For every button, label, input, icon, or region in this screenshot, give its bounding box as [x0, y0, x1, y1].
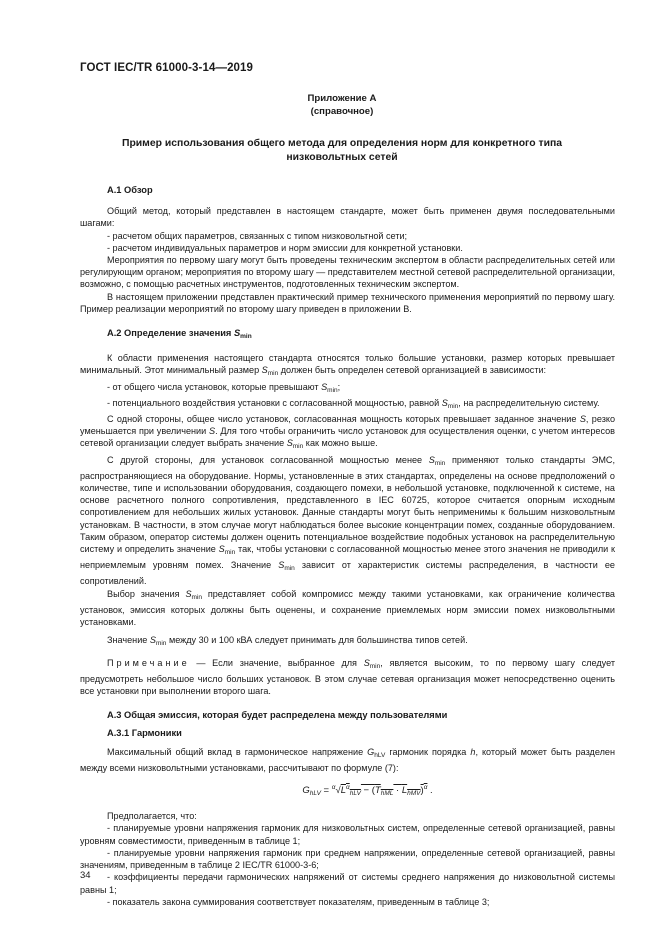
section-a31-heading: А.3.1 Гармоники [107, 728, 182, 739]
a3-list-item-1: - планируемые уровни напряжения гармоник для низковольтных систем, определенные сетевой организацией, равны уровням совместимости, приведенным в таблице 1; [80, 823, 615, 846]
appendix-type: (справочное) [310, 106, 374, 117]
a2-paragraph-4: Выбор значения $S_{min}$ представляет собой компромисс между такими установками, как ограничение количества установок, эмиссия которых должны быть оценены, и сохранение приемлемых норм эмиссии помех низковольтными установками. [80, 588, 615, 628]
a3-assume: Предполагается, что: [107, 811, 197, 822]
appendix-title-line1: Пример использования общего метода для определения норм для конкретного типа [121, 138, 563, 149]
section-a2-heading: А.2 Определение значения $S_{min}$ [107, 328, 252, 341]
a3-list-item-2: - планируемые уровни напряжения гармоник при среднем напряжении, определенные сетевой организацией, равны значениям, приведенным в таблице 2 IEC/TR 61000-3-6; [80, 847, 615, 871]
body-text [80, 184, 615, 908]
a2-list-item-1: - от общего числа установок, которые превышают $S_{min}$; [107, 381, 341, 394]
a2-note: Примечание — Если значение, выбранное для $S_{min}$, является высоким, то по первому шагу следует предусмотреть небольшое число больших установок. В этом случае сетевая организация может непосредственно оценить все установки при выполнении второго шага. [80, 657, 615, 696]
note-label: Примечание [107, 657, 190, 668]
page-number: 34 [80, 870, 91, 881]
a1-paragraph-2: Мероприятия по первому шагу могут быть проведены техническим экспертом в области распределительных сетей или регулирующим органом; мероприятия по второму шагу — представителем местной сетевой распределительной организации, возможно, с помощью расчетных инструментов, подготовленных техническим экспертом. [80, 255, 615, 290]
appendix-title-line2: низковольтных сетей [286, 152, 398, 163]
a1-paragraph-1: Общий метод, который представлен в настоящем стандарте, может быть применен двумя последовательными шагами: [80, 206, 615, 229]
a3-list-item-3: - коэффициенты передачи гармонических напряжений от системы среднего напряжения до низковольтной системы равны 1; [80, 872, 615, 895]
a1-paragraph-3: В настоящем приложении представлен практический пример технического применения мероприятий по первому шагу. Пример реализации мероприятий по второму шагу приведен в приложении В. [80, 291, 615, 314]
section-a1-heading: А.1 Обзор [107, 185, 153, 195]
a2-paragraph-1: К области применения настоящего стандарта относятся только большие установки, размер которых превышает минимальный. Этот минимальный размер $S_{min}$ должен быть определен сетевой организацией в зависимости: [80, 353, 615, 378]
a2-paragraph-2: С одной стороны, общее число установок, согласованная мощность которых превышает заданное значение S, резко уменьшается при увеличении S. Для того чтобы ограничить число установок для осуществления оценки, с учетом интересов сетевой организации следует выбрать значение $S_{min}$ как можно выше. [80, 414, 615, 451]
a1-list-item-2: - расчетом индивидуальных параметров и норм эмиссии для конкретной установки. [107, 242, 463, 253]
a2-paragraph-5: Значение $S_{min}$ между 30 и 100 кВА следует принимать для большинства типов сетей. [107, 635, 468, 648]
appendix-label: Приложение А [307, 93, 377, 104]
a2-list-item-2: - потенциального воздействия установки с согласованной мощностью, равной $S_{min}$, на распределительную систему. [107, 397, 600, 410]
section-a3-heading: А.3 Общая эмиссия, которая будет распределена между пользователями [107, 710, 448, 721]
appendix-title [80, 137, 604, 165]
a3-paragraph-1: Максимальный общий вклад в гармоническое напряжение $G_{hLV}$ гармоник порядка h, который может быть разделен между всеми низковольтными установками, рассчитывают по формуле (7): [80, 746, 616, 773]
standard-header: ГОСТ IEC/TR 61000-3-14—2019 [80, 62, 254, 74]
a2-paragraph-3: С другой стороны, для установок согласованной мощностью менее $S_{min}$ применяют только стандарты ЭМС, распространяющиеся на оборудование. Нормы, установленные в этих стандартах, определены на основе предположений о количестве, типе и использовании оборудования, создающего помехи, в небольшой установке, подключенной к системе, на основе расчетного полного сопротивления, представленного в IEC 60725, которое считается опорным исходным сопротивлением для небольших жилых установок. Данные стандарты могут быть неприменимы к большим низковольтным установкам. В частности, в этом случае могут наблюдаться более высокие концентрации помех, созданные оборудованием. Таким образом, оператор системы должен оценить потенциальное воздействие подобных установок на распределительную систему и определить значение $S_{min}$ так, чтобы установки с согласованной мощностью менее этого значения не приводили к неприемлемым уровням помех. Значение $S_{min}$ зависит от характеристик системы распределения, в частности ее сопротивлений. [80, 454, 615, 587]
formula-7: $G_{hLV} = ^\alpha√L^\alpha_{hLV} - (T_{hML} \cdot L_{hMV})^\alpha$ . [302, 783, 433, 798]
a1-list-item-1: - расчетом общих параметров, связанных с типом низковольтной сети; [107, 230, 408, 241]
a3-list-item-4: - показатель закона суммирования соответствует показателям, приведенным в таблице 3; [107, 896, 490, 907]
appendix-label-block [80, 92, 604, 118]
